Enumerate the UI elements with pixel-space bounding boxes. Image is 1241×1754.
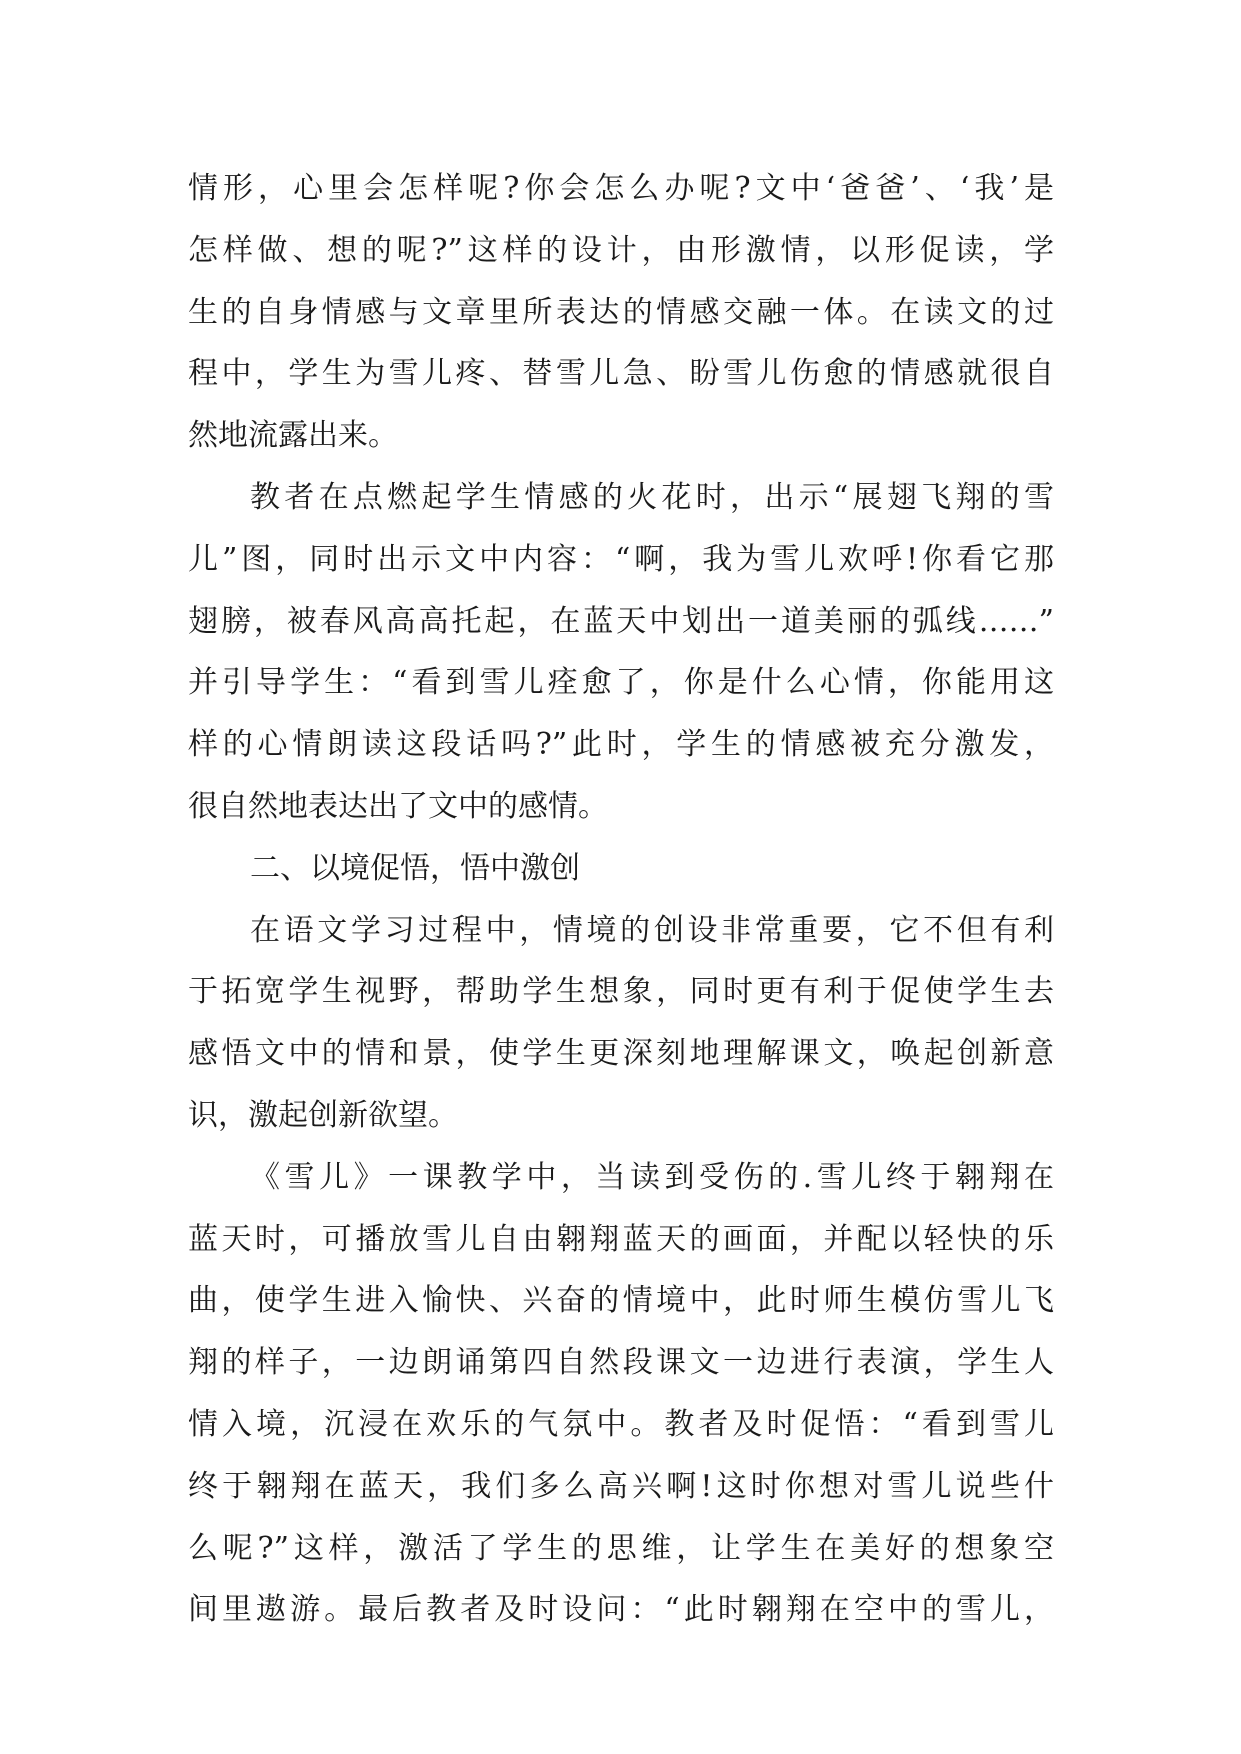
text-line: 于拓宽学生视野，帮助学生想象，同时更有利于促使学生去 bbox=[188, 974, 1054, 1010]
text-line: 生的自身情感与文章里所表达的情感交融一体。在读文的过 bbox=[188, 294, 1054, 330]
text-line: 终于翱翔在蓝天，我们多么高兴啊!这时你想对雪儿说些什 bbox=[188, 1468, 1054, 1504]
text-line: 《雪儿》一课教学中，当读到受伤的.雪儿终于翱翔在 bbox=[250, 1159, 1054, 1195]
section-heading: 二、以境促悟，悟中激创 bbox=[250, 850, 580, 886]
text-line: 并引导学生：“看到雪儿痊愈了，你是什么心情，你能用这 bbox=[188, 665, 1054, 701]
text-line: 在语文学习过程中，情境的创设非常重要，它不但有利 bbox=[250, 912, 1054, 948]
text-line: 儿”图，同时出示文中内容：“啊，我为雪儿欢呼!你看它那 bbox=[188, 541, 1054, 577]
text-line: 识，激起创新欲望。 bbox=[188, 1097, 458, 1133]
text-line: 翔的样子，一边朗诵第四自然段课文一边进行表演，学生人 bbox=[188, 1345, 1054, 1381]
text-line: 程中，学生为雪儿疼、替雪儿急、盼雪儿伤愈的情感就很自 bbox=[188, 356, 1054, 392]
text-line: 曲，使学生进入愉快、兴奋的情境中，此时师生模仿雪儿飞 bbox=[188, 1283, 1054, 1319]
text-line: 蓝天时，可播放雪儿自由翱翔蓝天的画面，并配以轻快的乐 bbox=[188, 1221, 1054, 1257]
text-line: 怎样做、想的呢?”这样的设计，由形激情，以形促读，学 bbox=[188, 232, 1054, 268]
text-line: 翅膀，被春风高高托起，在蓝天中划出一道美丽的弧线……” bbox=[188, 603, 1054, 639]
text-line: 感悟文中的情和景，使学生更深刻地理解课文，唤起创新意 bbox=[188, 1036, 1054, 1072]
text-line: 间里遨游。最后教者及时设问：“此时翱翔在空中的雪儿， bbox=[188, 1592, 1054, 1628]
text-line: 情形，心里会怎样呢?你会怎么办呢?文中‘爸爸’、‘我’是 bbox=[188, 171, 1054, 206]
text-line: 么呢?”这样，激活了学生的思维，让学生在美好的想象空 bbox=[188, 1530, 1054, 1566]
text-line: 样的心情朗读这段话吗?”此时，学生的情感被充分激发， bbox=[188, 727, 1054, 763]
text-line: 情入境，沉浸在欢乐的气氛中。教者及时促悟：“看到雪儿 bbox=[188, 1406, 1054, 1442]
text-line: 教者在点燃起学生情感的火花时，出示“展翅飞翔的雪 bbox=[250, 479, 1054, 515]
text-line: 很自然地表达出了文中的感情。 bbox=[188, 788, 608, 824]
text-line: 然地流露出来。 bbox=[188, 418, 398, 454]
article-body bbox=[188, 158, 1054, 1641]
